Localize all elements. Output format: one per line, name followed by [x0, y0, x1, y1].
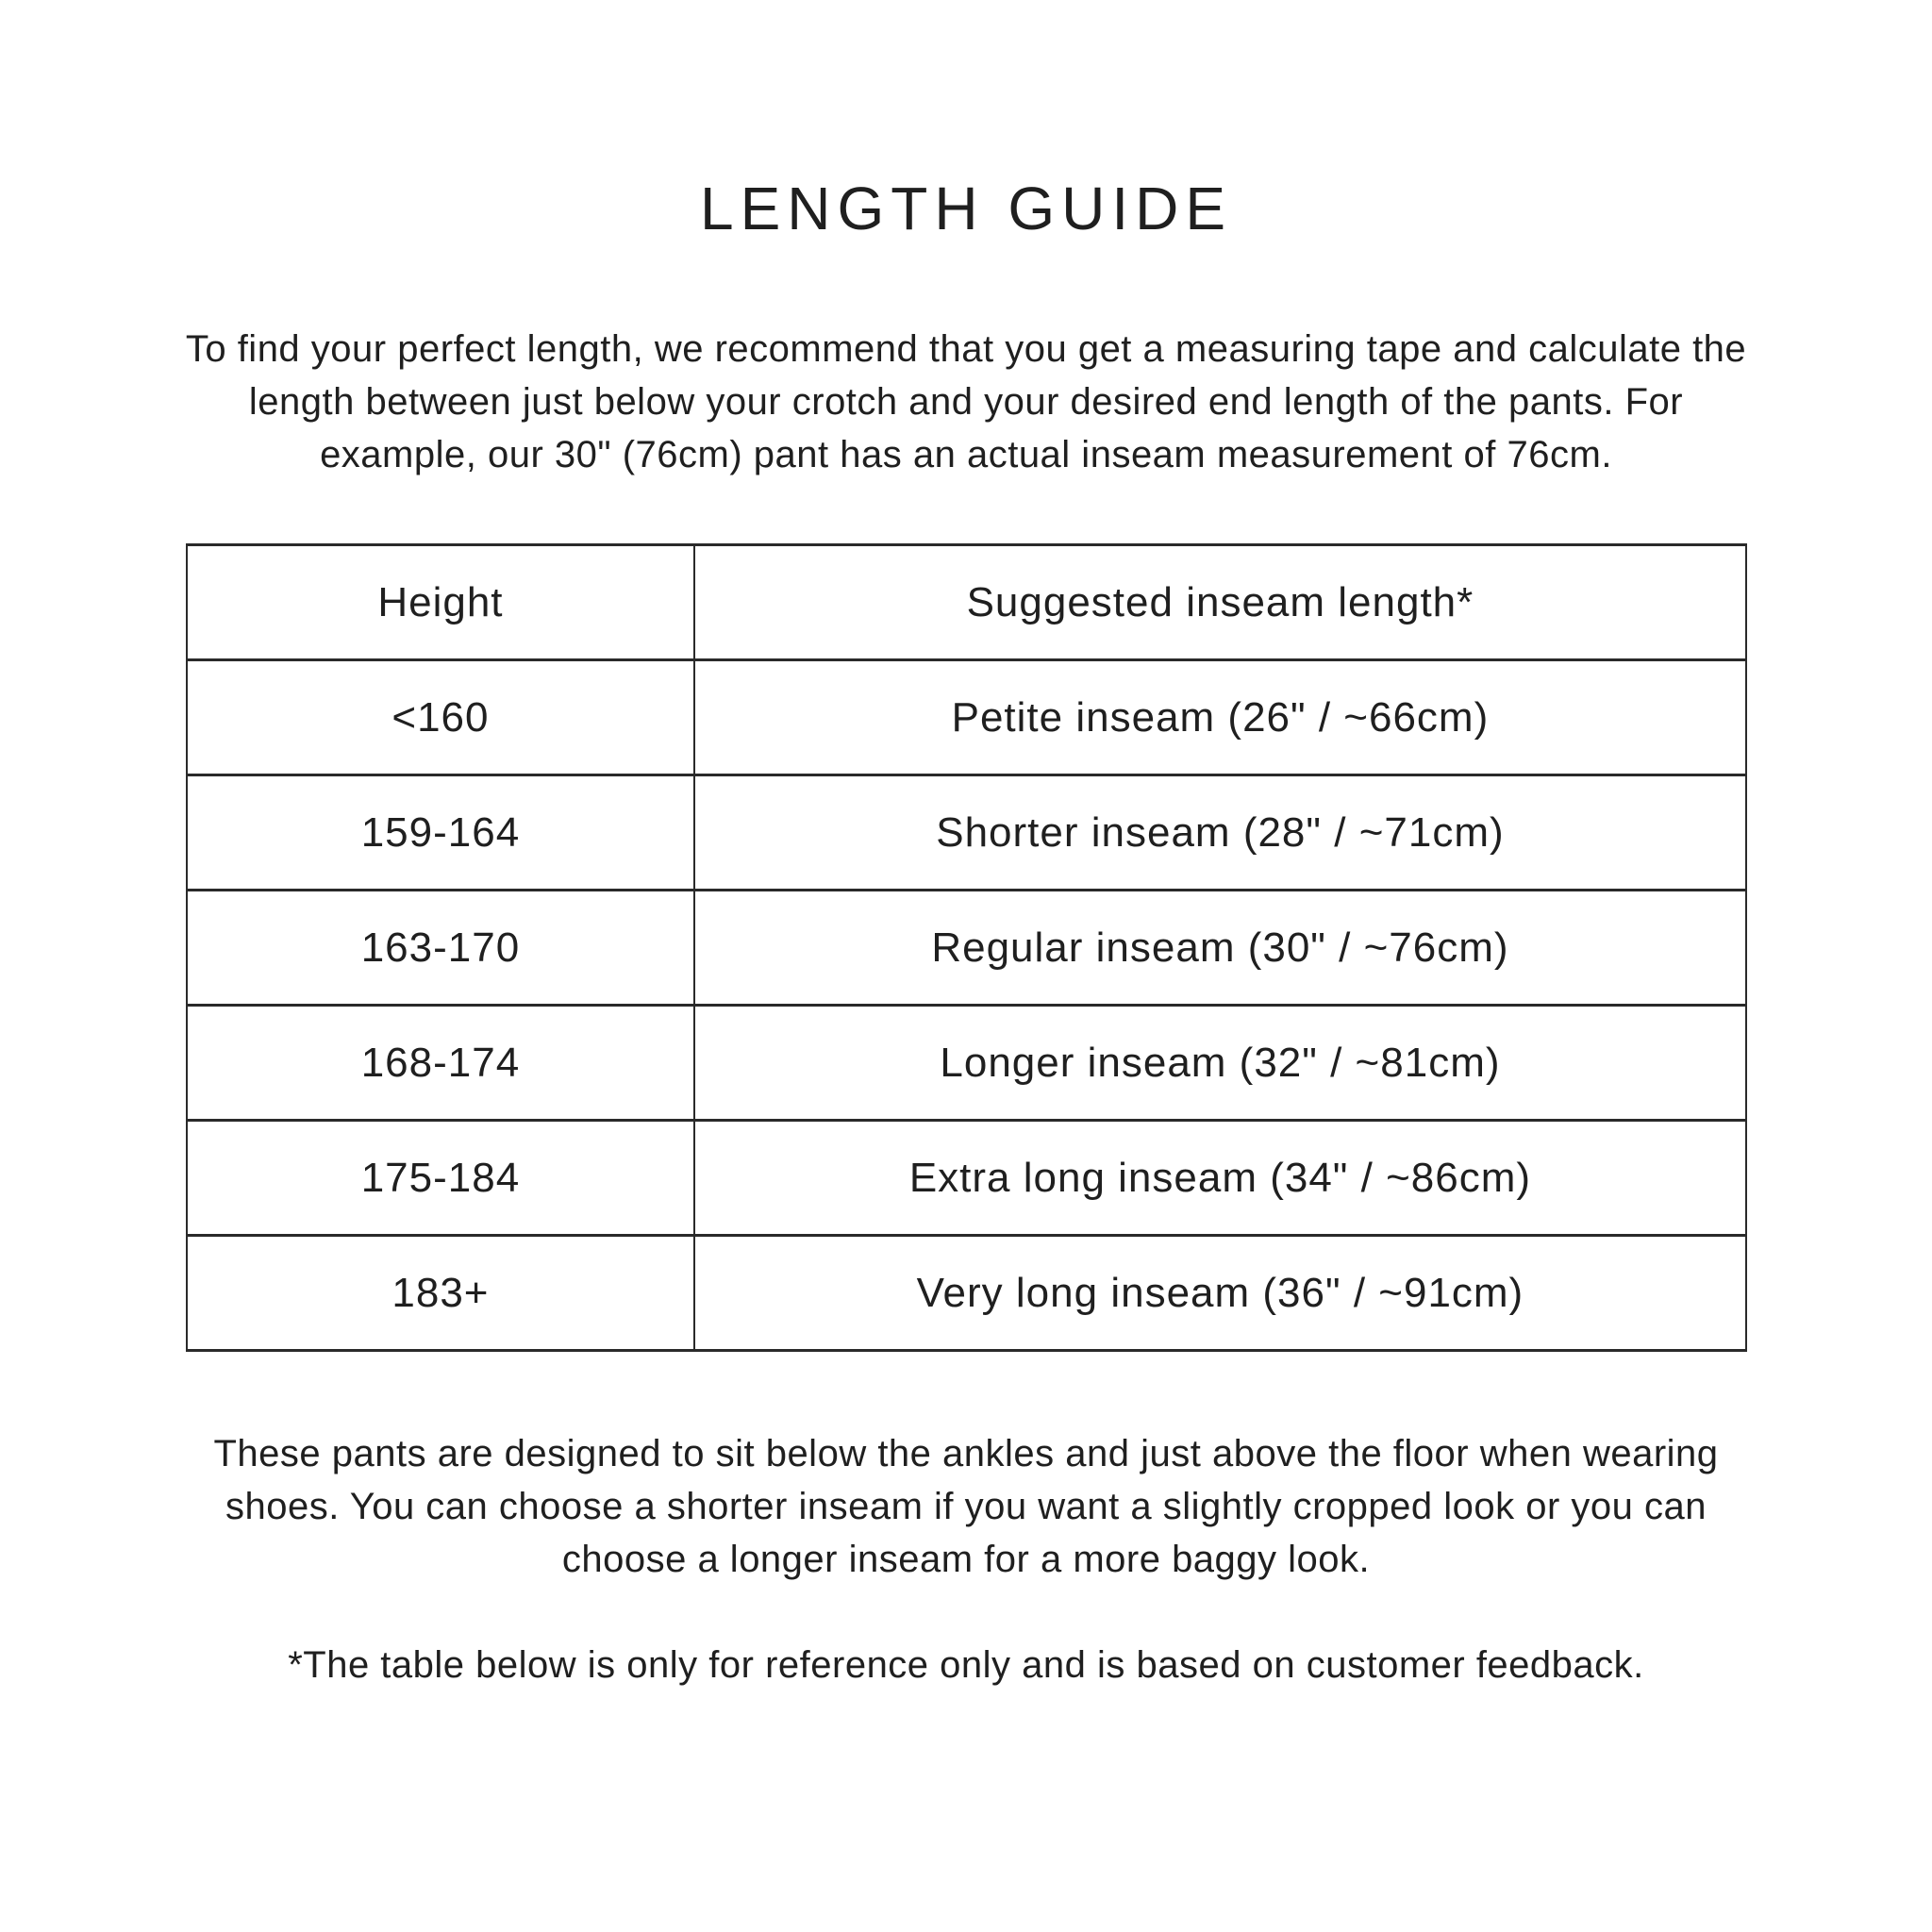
- length-guide-table: [186, 543, 1747, 1352]
- height-cell: 183+: [187, 1236, 695, 1351]
- inseam-cell: Shorter inseam (28" / ~71cm): [694, 775, 1745, 891]
- intro-paragraph: To find your perfect length, we recommend that you get a measuring tape and calculate the length between just below your crotch and your desired end length of the pants. For example, our 30" (76cm) pant has an actual inseam measurement of 76cm.: [185, 328, 1747, 475]
- inseam-cell: Longer inseam (32" / ~81cm): [694, 1006, 1745, 1121]
- inseam-cell: Very long inseam (36" / ~91cm): [694, 1236, 1745, 1351]
- height-cell: 168-174: [187, 1006, 695, 1121]
- height-cell: 159-164: [187, 775, 695, 891]
- fit-note-paragraph: These pants are designed to sit below the ankles and just above the floor when wearing shoes. You can choose a shorter inseam if you want a slightly cropped look or you can choose a longer inseam for a more baggy look.: [213, 1433, 1719, 1580]
- table-row: [187, 1236, 1746, 1351]
- reference-footnote: *The table below is only for reference only and is based on customer feedback.: [288, 1644, 1644, 1686]
- inseam-cell: Extra long inseam (34" / ~86cm): [694, 1121, 1745, 1236]
- page-title: LENGTH GUIDE: [699, 175, 1233, 242]
- table-row: [187, 660, 1746, 775]
- inseam-cell: Regular inseam (30" / ~76cm): [694, 891, 1745, 1006]
- table-row: [187, 775, 1746, 891]
- header-cell-height: Height: [187, 545, 695, 660]
- table-row: [187, 1121, 1746, 1236]
- table-row: [187, 1006, 1746, 1121]
- header-cell-inseam: Suggested inseam length*: [694, 545, 1745, 660]
- height-cell: 163-170: [187, 891, 695, 1006]
- height-cell: 175-184: [187, 1121, 695, 1236]
- height-cell: <160: [187, 660, 695, 775]
- table-body: [187, 660, 1746, 1351]
- table-header-row: [187, 545, 1746, 660]
- table-row: [187, 891, 1746, 1006]
- inseam-cell: Petite inseam (26" / ~66cm): [694, 660, 1745, 775]
